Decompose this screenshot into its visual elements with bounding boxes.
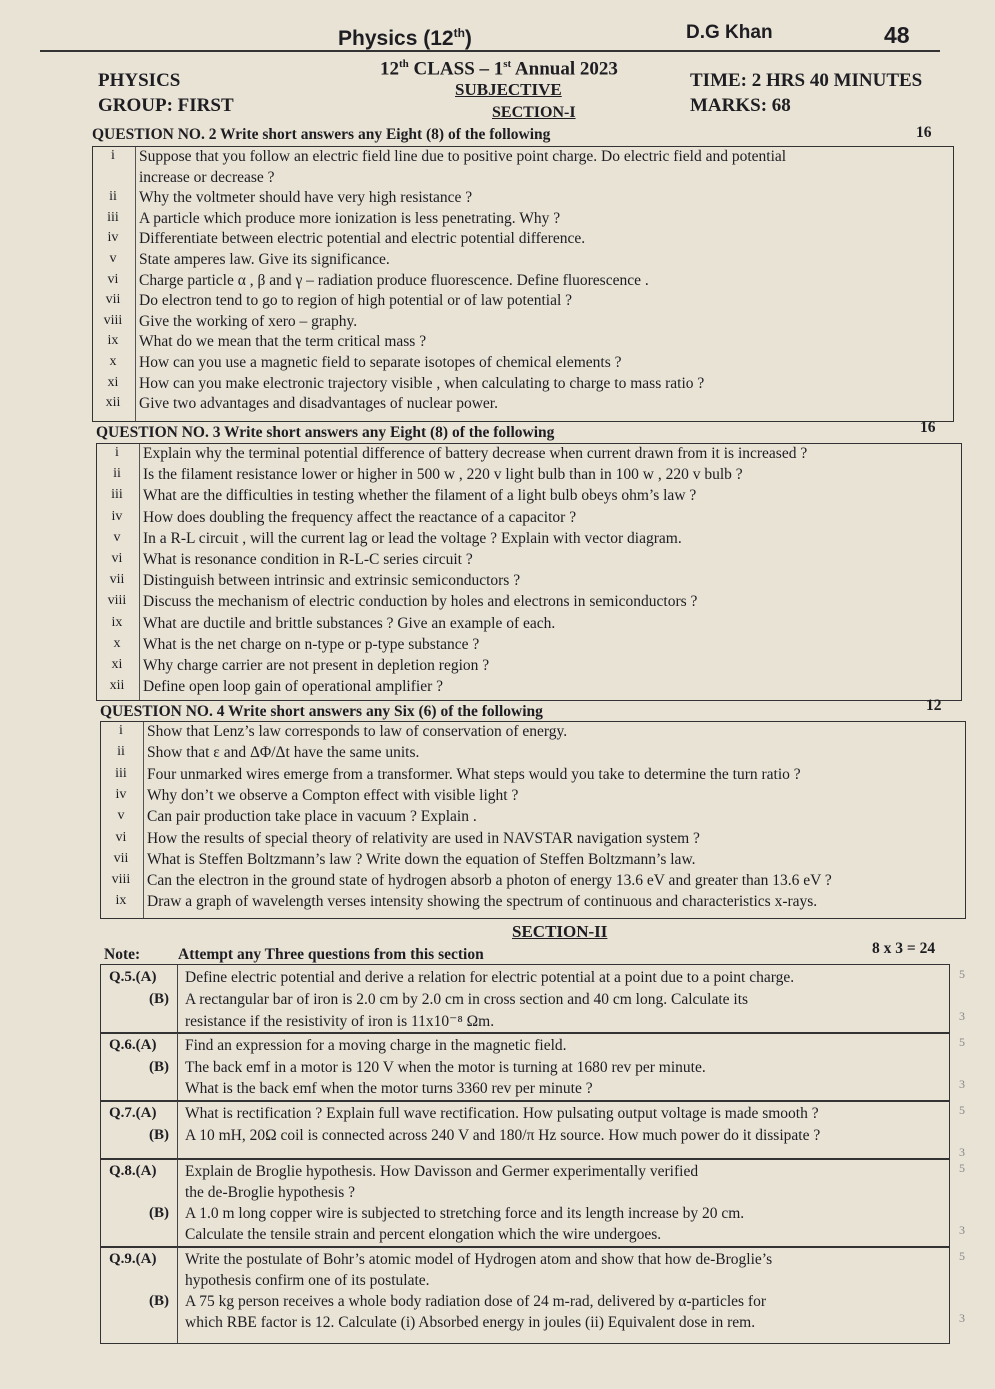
- item-text: What is Steffen Boltzmann’s law ? Write down the equation of Steffen Boltzmann’s law.: [147, 850, 696, 868]
- header-rule: [40, 28, 940, 52]
- q3-marks: 16: [920, 419, 936, 436]
- q4-marks: 12: [926, 697, 942, 714]
- part-b-label: (B): [149, 1059, 169, 1075]
- item-text: Draw a graph of wavelength verses intensity showing the spectrum of continuous and characteristics x-rays.: [147, 893, 818, 911]
- group-label: GROUP: FIRST: [98, 95, 234, 116]
- item-text: What is the net charge on n-type or p-type substance ?: [143, 635, 480, 653]
- item-text: What is resonance condition in R-L-C series circuit ?: [143, 551, 473, 568]
- item-number: ix: [111, 614, 123, 630]
- q3-heading: QUESTION NO. 3 Write short answers any Eight (8) of the following: [96, 424, 555, 441]
- item-number: vi: [107, 271, 119, 287]
- q4-heading: QUESTION NO. 4 Write short answers any Six (6) of the following: [100, 703, 543, 720]
- item-text: Why the voltmeter should have very high resistance ?: [139, 189, 473, 207]
- item-number: vi: [111, 551, 123, 566]
- part-b-text: The back emf in a motor is 120 V when the motor is turning at 1680 rev per minute.: [185, 1059, 706, 1076]
- part-a-marks: 5: [959, 1103, 965, 1117]
- part-a-label: Q.8.(A): [109, 1163, 157, 1179]
- part-a-text-cont: the de-Broglie hypothesis ?: [185, 1184, 356, 1201]
- part-a-label: Q.7.(A): [109, 1105, 157, 1121]
- item-number: i: [111, 148, 115, 163]
- section-2-question: [100, 1158, 965, 1248]
- item-text: Is the filament resistance lower or higher in 500 w , 220 v light bulb than in 100 w , 220 v bulb ?: [143, 466, 743, 484]
- part-a-marks: 5: [959, 1249, 965, 1263]
- item-text: Charge particle α , β and γ – radiation produce fluorescence. Define fluorescence .: [139, 271, 649, 289]
- part-a-marks: 5: [959, 1035, 965, 1049]
- item-number: ix: [115, 893, 127, 909]
- q4-question-box: [100, 721, 966, 919]
- board-name: D.G Khan: [686, 22, 773, 43]
- part-b-marks: 3: [959, 1009, 965, 1023]
- item-text: What do we mean that the term critical mass ?: [139, 333, 427, 351]
- part-b-label: (B): [149, 1205, 169, 1221]
- item-number: xi: [107, 374, 119, 390]
- part-b-text-cont: Calculate the tensile strain and percent elongation which the wire undergoes.: [185, 1226, 662, 1243]
- part-b-label: (B): [149, 991, 169, 1007]
- item-number: iv: [107, 230, 119, 246]
- page-number: 48: [884, 22, 910, 48]
- part-a-text: What is rectification ? Explain full wave rectification. How pulsating output voltage is made smooth ?: [185, 1105, 819, 1122]
- item-number: xii: [105, 395, 121, 411]
- item-number: xi: [111, 657, 123, 672]
- item-number: vi: [115, 829, 127, 845]
- marks-label: MARKS: 68: [690, 95, 791, 116]
- part-a-marks: 5: [959, 1161, 965, 1175]
- part-a-text: Write the postulate of Bohr’s atomic model of Hydrogen atom and show that how de-Broglie’s: [185, 1251, 773, 1268]
- item-text: Explain why the terminal potential difference of battery decrease when current drawn from it is increased ?: [143, 445, 808, 462]
- item-text: Show that Lenz’s law corresponds to law of conservation of energy.: [147, 723, 568, 740]
- part-b-text: A 10 mH, 20Ω coil is connected across 240 V and 180/π Hz source. How much power do it dissipate ?: [185, 1127, 821, 1144]
- item-text: increase or decrease ?: [139, 168, 275, 186]
- item-number: v: [109, 251, 117, 266]
- part-b-text: A 1.0 m long copper wire is subjected to stretching force and its length increase by 20 cm.: [185, 1205, 745, 1222]
- item-text: Show that ε and ΔΦ/Δt have the same units.: [147, 744, 420, 762]
- section-2-question: [100, 964, 965, 1034]
- part-b-text: A rectangular bar of iron is 2.0 cm by 2.0 cm in cross section and 40 cm long. Calculate its: [185, 991, 749, 1008]
- q2-question-box: [92, 146, 954, 422]
- item-number: ii: [117, 744, 125, 760]
- item-text: Discuss the mechanism of electric conduction by holes and electrons in semiconductors ?: [143, 593, 698, 611]
- part-a-text: Explain de Broglie hypothesis. How Davisson and Germer experimentally verified: [185, 1163, 699, 1180]
- item-text: Suppose that you follow an electric field line due to positive point charge. Do electric field and potential: [139, 148, 787, 165]
- part-b-label: (B): [149, 1293, 169, 1309]
- q2-marks: 16: [916, 124, 932, 141]
- item-text: How does doubling the frequency affect the reactance of a capacitor ?: [143, 508, 577, 526]
- section-2-title: SECTION-II: [512, 922, 608, 941]
- part-b-text-cont: What is the back emf when the motor turns 3360 rev per minute ?: [185, 1080, 593, 1097]
- item-number: iv: [111, 508, 123, 524]
- part-b-marks: 3: [959, 1223, 965, 1237]
- time-label: TIME: 2 HRS 40 MINUTES: [690, 70, 923, 91]
- item-number: xii: [109, 678, 125, 694]
- note-label: Note:: [104, 946, 141, 963]
- item-text: Distinguish between intrinsic and extrinsic semiconductors ?: [143, 572, 521, 590]
- item-number: iii: [111, 487, 123, 503]
- item-text: Can pair production take place in vacuum ? Explain .: [147, 808, 477, 826]
- item-text: Differentiate between electric potential and electric potential difference.: [139, 230, 586, 248]
- item-number: x: [113, 635, 121, 651]
- part-a-label: Q.6.(A): [109, 1037, 157, 1053]
- part-b-text-cont: resistance if the resistivity of iron is 11x10⁻⁸ Ωm.: [185, 1013, 495, 1030]
- part-b-marks: 3: [959, 1145, 965, 1159]
- section-2-question: [100, 1246, 965, 1344]
- item-number: ii: [113, 466, 121, 482]
- item-text: How can you use a magnetic field to separate isotopes of chemical elements ?: [139, 354, 622, 371]
- part-a-text: Find an expression for a moving charge in the magnetic field.: [185, 1037, 567, 1054]
- item-number: x: [109, 354, 117, 369]
- item-text: How can you make electronic trajectory visible , when calculating to charge to mass ratio ?: [139, 374, 705, 392]
- item-text: What are ductile and brittle substances ? Give an example of each.: [143, 614, 556, 632]
- part-b-marks: 3: [959, 1311, 965, 1325]
- item-text: What are the difficulties in testing whether the filament of a light bulb obeys ohm’s law ?: [143, 487, 697, 505]
- q2-heading: QUESTION NO. 2 Write short answers any Eight (8) of the following: [92, 126, 551, 143]
- part-a-text: Define electric potential and derive a relation for electric potential at a point due to a point charge.: [185, 969, 795, 986]
- item-number: vii: [113, 850, 129, 866]
- item-number: vii: [105, 292, 121, 308]
- item-text: Give the working of xero – graphy.: [139, 312, 358, 330]
- part-a-text-cont: hypothesis confirm one of its postulate.: [185, 1272, 430, 1289]
- section-2-marks: 8 x 3 = 24: [872, 940, 936, 957]
- item-number: vii: [109, 572, 125, 588]
- class-line: 12th CLASS – 1st Annual 2023: [380, 58, 618, 80]
- item-text: Why charge carrier are not present in depletion region ?: [143, 657, 490, 674]
- item-number: iii: [107, 209, 119, 225]
- part-b-marks: 3: [959, 1077, 965, 1091]
- item-text: Four unmarked wires emerge from a transformer. What steps would you take to determine the turn ratio ?: [147, 765, 801, 783]
- part-b-label: (B): [149, 1127, 169, 1143]
- part-b-text: A 75 kg person receives a whole body radiation dose of 24 m-rad, delivered by α-particles for: [185, 1293, 767, 1310]
- section-2-question: [100, 1100, 965, 1160]
- item-number: ix: [107, 333, 119, 349]
- subject-label: PHYSICS: [98, 70, 181, 91]
- item-number: i: [119, 723, 123, 738]
- item-number: viii: [107, 593, 127, 609]
- paper-type: SUBJECTIVE: [455, 80, 562, 99]
- item-text: Why don’t we observe a Compton effect with visible light ?: [147, 786, 519, 804]
- item-text: A particle which produce more ionization is less penetrating. Why ?: [139, 209, 561, 227]
- item-number: ii: [109, 189, 117, 205]
- item-text: Can the electron in the ground state of hydrogen absorb a photon of energy 13.6 eV and greater than 13.6 eV ?: [147, 872, 832, 890]
- item-text: Give two advantages and disadvantages of nuclear power.: [139, 395, 498, 413]
- item-number: v: [113, 529, 121, 545]
- item-number: v: [117, 808, 125, 824]
- item-text: In a R-L circuit , will the current lag or lead the voltage ? Explain with vector diagram.: [143, 529, 682, 547]
- book-title: Physics (12th): [338, 26, 472, 50]
- section-1-title: SECTION-I: [492, 104, 576, 121]
- item-text: State amperes law. Give its significance.: [139, 251, 390, 268]
- note-text: Attempt any Three questions from this section: [178, 946, 484, 963]
- item-number: iv: [115, 786, 127, 802]
- item-number: i: [115, 445, 119, 460]
- section-2-question: [100, 1032, 965, 1102]
- item-text: Do electron tend to go to region of high potential or of law potential ?: [139, 292, 573, 310]
- part-a-label: Q.5.(A): [109, 969, 157, 985]
- part-a-marks: 5: [959, 967, 965, 981]
- q3-question-box: [96, 443, 962, 701]
- item-number: iii: [115, 765, 127, 781]
- item-text: Define open loop gain of operational amplifier ?: [143, 678, 443, 696]
- item-text: How the results of special theory of relativity are used in NAVSTAR navigation system ?: [147, 829, 700, 847]
- part-a-label: Q.9.(A): [109, 1251, 157, 1267]
- item-number: viii: [111, 872, 131, 888]
- part-b-text-cont: which RBE factor is 12. Calculate (i) Absorbed energy in joules (ii) Equivalent dose in rem.: [185, 1314, 756, 1331]
- item-number: viii: [103, 312, 123, 328]
